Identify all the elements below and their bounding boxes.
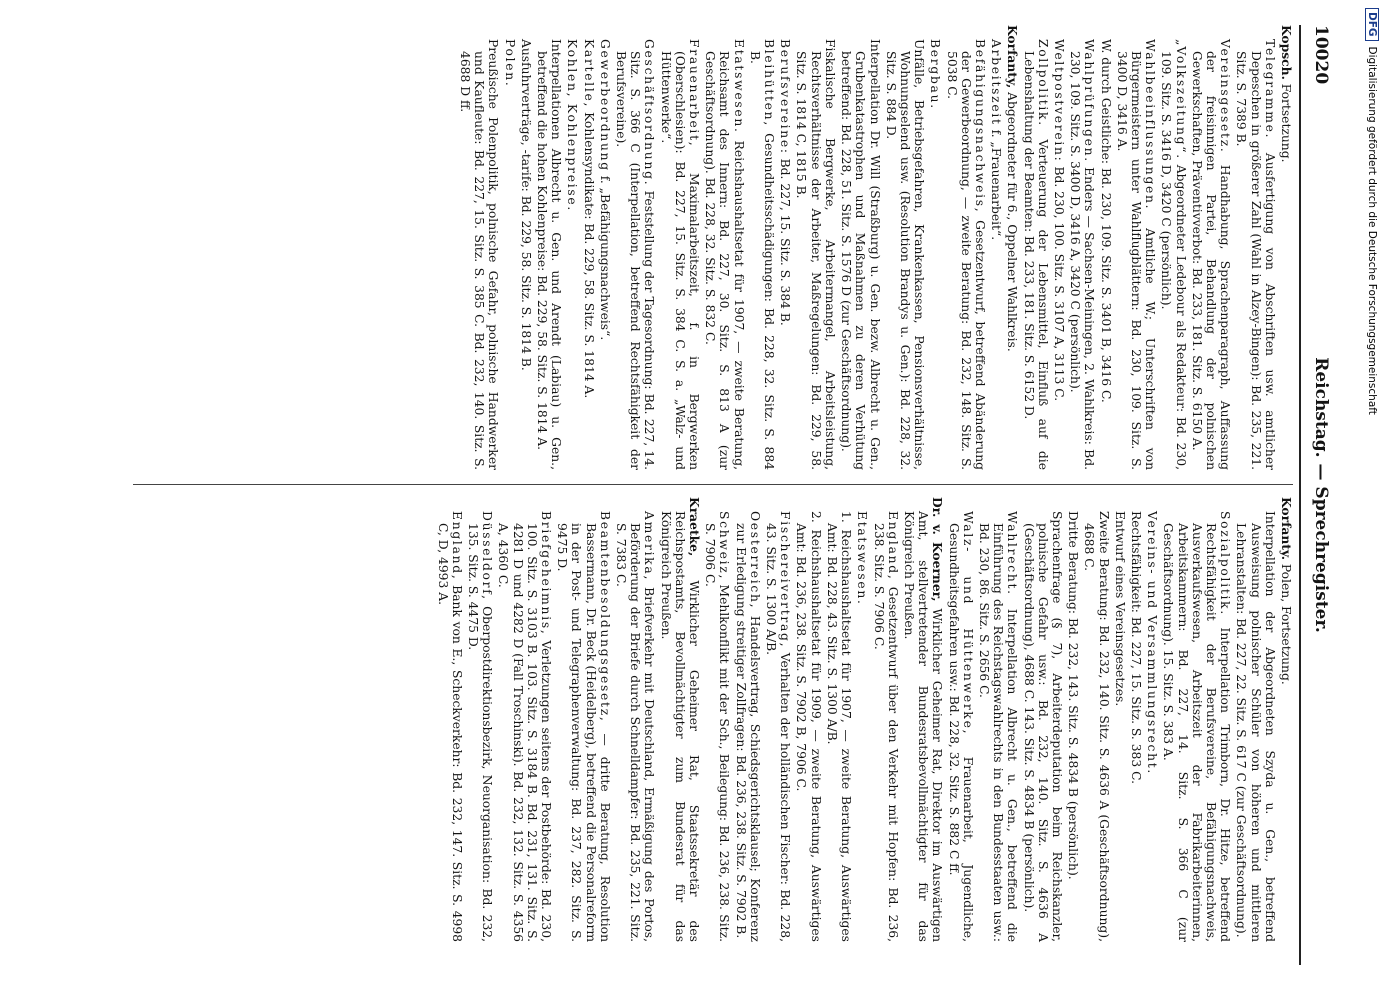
register-subentry: [466, 497, 494, 942]
register-subentry: [1129, 497, 1143, 942]
register-subentry: [778, 25, 792, 470]
subject-term: „Volkszeitung“.: [1173, 39, 1188, 160]
entry-text: Bank von E., Scheckverkehr: Bd. 232, 147. Sitz. S. 4998 C, D, 4993 A.: [435, 523, 464, 942]
subject-term: Walz- und Hüttenwerke,: [960, 511, 975, 736]
subject-term: Frauenarbeit,: [687, 39, 702, 148]
entry-text: Briefverkehr mit Deutschland, Ermäßigung des Portos, Beförderung der Briefe durch Schnelldampfer: Bd. 235, 221. Sitz. S. 7383 C.: [614, 523, 657, 942]
entry-text: Ausfertigung von Abschriften usw. amtlicher Depeschen in größerer Zahl (Wahl in Alzey-Bingen): Bd. 235, 221. Sitz. S. 7389 B.: [1234, 51, 1277, 470]
register-subentry: [1082, 497, 1110, 942]
subject-term: Vereinsgesetz.: [1218, 39, 1233, 154]
page-header: [1305, 25, 1335, 965]
subject-term: Vereins- und Versammlungsrecht.: [1145, 511, 1160, 776]
entry-text: Preußische Polenpolitik, polnische Gefahr, polnische Handwerker und Kaufleute: Bd. 227, 15. Sitz. S. 385 C. Bd. 232, 140. Sitz. S. 4688 D ff.: [458, 39, 501, 470]
entry-text: f. „Befähigungsnachweis“.: [597, 171, 612, 341]
register-subentry: [1068, 25, 1096, 470]
entry-text: 1. Reichshaushaltsetat für 1907, — zweite Beratung, Auswärtiges Amt: Bd. 228, 43. Sitz. S. 1300 A/B.: [824, 511, 854, 942]
register-subentry: [555, 497, 612, 942]
register-subentry: [458, 25, 501, 470]
register-subentry: [581, 25, 595, 470]
register-subentry: [1098, 25, 1112, 470]
subject-term: Kohlen, Kohlenpreise.: [565, 39, 580, 213]
register-person-entry: [658, 497, 701, 942]
entry-text: Interpellation Albrecht u. Gen., betreffend die Einführung des Reichstagswahlrechts in den Bundesstaaten usw.: Bd. 230, 86. Sitz. S. 2656 C.: [976, 523, 1020, 942]
register-person-entry: [1279, 497, 1293, 942]
register-subentry: [928, 25, 942, 470]
register-subentry: [1021, 497, 1064, 942]
entry-text: Bd. 230, 100. Sitz. S. 3107 A, 3113 C.: [1051, 162, 1066, 402]
entry-text: Gesetzentwurf über den Verkehr mit Hopfen: Bd. 236, 238. Sitz. S. 7906 C.: [871, 523, 900, 942]
register-subentry: [794, 25, 837, 470]
register-subentry: [1021, 25, 1049, 470]
subject-term: Düsseldorf,: [480, 511, 495, 601]
subject-term: Schweiz,: [717, 511, 732, 581]
subject-term: Sozialpolitik.: [1218, 511, 1233, 616]
register-subentry: [733, 497, 761, 942]
register-subentry: [764, 497, 792, 942]
entry-text: Fortsetzung.: [1279, 79, 1293, 163]
register-subentry: [871, 497, 899, 942]
entry-text: Verletzungen seitens der Postbehörde: Bd. 230, 100. Sitz. S. 3103 B. 103. Sitz. S. 3184 B. Bd. 231, 131. Sitz. S. 4281 D und 4282 D (Fall Troschinski). Bd. 232, 132. Sitz. S. 4356 A, 4360 C.: [496, 523, 554, 942]
register-subentry: [1113, 497, 1127, 942]
entry-text: Polen, Fortsetzung.: [1279, 560, 1293, 685]
register-subentry: [435, 497, 463, 942]
register-subentry: [989, 25, 1003, 470]
register-subentry: [1066, 497, 1080, 942]
entry-text: Interpellation der Abgeordneten Szyda u. Gen., betreffend Ausweisung polnischer Schüler von höheren und mittleren Lehranstalten: Bd. 227, 22. Sitz. S. 617 C (zur Geschäftsordnung).: [1234, 511, 1277, 942]
entry-text: 2. Reichshaushaltsetat für 1909, — zweite Beratung, Auswärtiges Amt: Bd. 236, 238. Sitz. S. 7902 B, 7906 C.: [794, 511, 823, 942]
entry-text: Verteuerung der Lebensmittel, Einfluß auf die Lebenshaltung der Beamten: Bd. 233, 181. Sitz. S. 6152 D.: [1021, 51, 1050, 470]
entry-text: Sprachenfrage (§ 7), Arbeiterdeputation beim Reichskanzler, polnische Gefahr usw.: Bd. 232, 140. Sitz. S. 4636 A (Geschäftsordnung), 4688 C. 143. Sitz. S. 4834 B (persönlich).: [1021, 511, 1064, 942]
subject-term: Oesterreich,: [747, 511, 762, 610]
person-name: Korfanty.: [1279, 497, 1294, 560]
entry-text: Zweite Beratung: Bd. 232, 140. Sitz. S. 4636 A (Geschäftsordnung), 4688 C.: [1082, 511, 1111, 942]
register-subentry: [855, 497, 869, 942]
entry-text: f. „Frauenarbeit“.: [989, 125, 1004, 241]
entry-text: Entwurf eines Vereinsgesetzes.: [1112, 511, 1127, 707]
register-subentry: [1234, 25, 1277, 470]
entry-text: Fiskalische Bergwerke, Arbeitermangel, Arbeitsleistung, Rechtsverhältnisse der Arbeiter, Maßregelungen: Bd. 229, 58. Sitz. S. 1814 C, 1815 B.: [794, 39, 837, 470]
register-subentry: [496, 497, 553, 942]
entry-text: Ausfuhrverträge, -tarife: Bd. 229, 58. Sitz. S. 1814 B.: [518, 39, 533, 371]
entry-text: Interpellationen Albrecht u. Gen. und Arendt (Labiau) u. Gen., betreffend die hohen Kohlenpreise: Bd. 229, 58. Sitz. S. 1814 A.: [535, 39, 564, 470]
register-subentry: [502, 25, 516, 470]
subject-term: Polen.: [502, 39, 517, 88]
digitization-sidebar: [1352, 8, 1382, 1000]
entry-text: Reichshaushaltsetat für 1907, — zweite Beratung, Reichsamt des Innern: Bd. 227, 30. Sitz. S. 813 A (zur Geschäftsordnung). Bd. 228, 32. Sitz. S. 832 C.: [703, 51, 746, 470]
subject-term: Wahlprüfungen.: [1082, 39, 1097, 163]
register-subentry: [1161, 497, 1232, 942]
subject-term: Beamtenbesoldungsgesetz,: [597, 511, 612, 723]
entry-text: Unfälle, Betriebsgefahren, Krankenkassen, Pensionsverhältnisse, Wohnungselend usw. (Resolution Brandys u. Gen.): Bd. 228, 32. Sitz. S. 884 D.: [883, 39, 927, 470]
subject-term: Wahlbeeinflussungen.: [1143, 39, 1158, 211]
entry-text: Maximalarbeitszeit, f. in Bergwerken (Oberschlesien): Bd. 227, 15. Sitz. S. 384 C. S. a. „Walz- und Hüttenwerke“.: [658, 51, 702, 470]
right-column: [433, 497, 1293, 942]
entry-text: — dritte Beratung, Resolution Bassermann, Dr. Beck (Heidelberg), betreffend die Personalreform in der Post- und Telegraphenverwaltung: Bd. 237, 282. Sitz. S. 9475 D.: [555, 523, 612, 942]
rotated-register-page: [65, 25, 1335, 965]
register-subentry: [1234, 497, 1277, 942]
person-name: Korfanty,: [1005, 25, 1021, 89]
page-number: 10020: [1311, 25, 1331, 85]
register-subentry: [535, 25, 563, 470]
subject-term: Arbeitszeit: [989, 39, 1004, 126]
subject-term: Zollpolitik.: [1035, 39, 1050, 127]
left-column: [456, 25, 1293, 470]
register-subentry: [944, 25, 987, 470]
entry-text: Verhalten der holländischen Fischer: Bd. 228, 43. Sitz. S. 1300 A/B.: [764, 523, 793, 942]
subject-term: Bleihütten,: [762, 39, 777, 127]
register-subentry: [519, 25, 533, 470]
dfg-credit-text: Digitalisierung gefördert durch die Deutsche Forschungsgemeinschaft: [1366, 46, 1378, 415]
register-subentry: [1052, 25, 1066, 470]
person-name: Dr. v. Koerner,: [930, 497, 946, 602]
entry-text: Feststellung der Tagesordnung: Bd. 227, 14. Sitz. S. 366 C (Interpellation, betreffend Rechtsfähigkeit der Berufsvereine).: [614, 51, 657, 470]
header-rule: [1299, 25, 1301, 965]
register-subentry: [598, 25, 612, 470]
subject-term: Fischereivertrag,: [778, 511, 793, 649]
register-person-entry: [1279, 25, 1293, 470]
subject-term: England,: [885, 511, 900, 581]
entry-text: Dritte Beratung: Bd. 232, 143. Sitz. S. 4834 B (persönlich).: [1066, 511, 1081, 880]
entry-text: Bd. 227, 15. Sitz. S. 384 B.: [778, 154, 793, 326]
register-subentry: [825, 497, 853, 942]
entry-text: Wirklicher Geheimer Rat, Staatssekretär des Reichspostamts, Bevollmächtigter zum Bundesrat für das Königreich Preußen.: [658, 511, 702, 942]
register-person-entry: [902, 497, 945, 942]
subject-term: Briefgeheimnis,: [539, 511, 554, 636]
entry-text: Kohlensyndikate: Bd. 229, 58. Sitz. S. 1814 A.: [581, 108, 596, 399]
subject-term: Gewerbeordnung: [597, 39, 612, 172]
register-subentry: [946, 497, 974, 942]
register-subentry: [748, 25, 776, 470]
entry-text: Rechtsfähigkeit: Bd. 227, 15. Sitz. S. 383 C.: [1128, 511, 1143, 784]
entry-text: Handelsvertrag, Schiedsgerichtsklausel; Konferenz zur Erledigung streitiger Zollfragen: Bd. 236, 238. Sitz. S. 7902 B.: [733, 523, 762, 942]
entry-text: W. durch Geistliche: Bd. 230, 109. Sitz. S. 3401 B, 3416 C.: [1098, 39, 1113, 403]
entry-text: Oberpostdirektionsbezirk, Neuorganisation: Bd. 232, 135. Sitz. S. 4475 D.: [466, 523, 495, 942]
entry-text: Gesetzentwurf, betreffend Abänderung der Gewerbeordnung, — zweite Beratung: Bd. 232, 148. Sitz. S. 5038 C.: [944, 51, 987, 470]
register-subentry: [658, 25, 701, 470]
column-divider: [133, 484, 1293, 485]
entry-text: Frauenarbeit, Jugendliche, Gesundheitsgefahren usw.: Bd. 228, 32. Sitz. S. 882 C ff.: [946, 523, 975, 942]
dfg-logo: DFG: [1365, 8, 1379, 41]
register-subentry: [1159, 25, 1187, 470]
subject-term: Etatswesen.: [731, 39, 746, 134]
entry-text: Interpellation Dr. Will (Straßburg) u. Gen. bezw. Albrecht u. Gen., Grubenkatastrophen und Maßnahmen zu deren Verhütung betreffend: Bd. 228, 51. Sitz. S. 1576 D (zur Geschäftsordnung).: [839, 39, 882, 470]
subject-term: Berufsvereine:: [778, 39, 793, 155]
subject-term: Weltpostverein:: [1051, 39, 1066, 163]
register-subentry: [794, 497, 822, 942]
register-subentry: [703, 25, 746, 470]
entry-text: Enders — Sachsen-Meiningen, 2. Wahlkreis: Bd. 230, 109. Sitz. S. 3400 D, 3416 A, 3420 C (persönlich).: [1068, 51, 1097, 470]
entry-text: Wirklicher Geheimer Rat, Direktor im Auswärtigen Amt, stellvertretender Bundesratsbevollmächtigter für das Königreich Preußen.: [901, 511, 945, 942]
subject-term: Bergbau.: [928, 39, 943, 110]
register-subentry: [614, 497, 657, 942]
page-title: Reichstag. — Sprechregister.: [1311, 357, 1331, 633]
person-name: Kraetke,: [687, 497, 703, 557]
subject-term: Etatswesen.: [855, 511, 870, 606]
entry-text: Interpellation Trimborn, Dr. Hitze, betreffend Rechtsfähigkeit der Berufsvereine, Befähigungsnachweis, Ausverkaufswesen, Arbeitszeit der Fabrikarbeiterinnen, Arbeitskammern: Bd. 227, 14. Sitz. S. 366 C (zur Geschäftsordnung). 15. Sitz. S. 383 A.: [1161, 523, 1233, 942]
subject-term: Geschäftsordnung.: [642, 39, 657, 187]
register-subentry: [1115, 25, 1158, 470]
register-subentry: [884, 25, 927, 470]
subject-term: Wahlrecht.: [1005, 511, 1020, 596]
entry-text: Amtliche W.; Unterschriften von Bürgermeistern unter Wahlflugblättern: Bd. 230, 109. Sitz. S. 3400 D, 3416 A.: [1114, 51, 1158, 470]
register-subentry: [703, 497, 731, 942]
register-subentry: [1190, 25, 1233, 470]
entry-text: Abgeordneter für 6., Oppelner Wahlkreis.: [1005, 88, 1020, 352]
entry-text: Gesundheitsschädigungen: Bd. 228, 32. Sitz. S. 884 B.: [747, 51, 777, 470]
subject-term: Kartelle,: [581, 39, 596, 109]
register-subentry: [614, 25, 657, 470]
subject-term: Telegramme.: [1262, 39, 1277, 140]
register-subentry: [977, 497, 1020, 942]
register-subentry: [839, 25, 882, 470]
register-subentry: [565, 25, 579, 470]
entry-text: Mehlkonflikt mit der Sch., Beilegung: Bd. 236, 238. Sitz. S. 7906 C.: [703, 523, 732, 942]
person-name: Kopsch.: [1279, 25, 1294, 80]
entry-text: Abgeordneter Ledebour als Redakteur: Bd. 230, 109. Sitz. S. 3416 D, 3420 C (persönlich).: [1159, 51, 1188, 470]
entry-text: Handhabung, Sprachenparagraph, Auffassung der freisinnigen Partei, Behandlung der polnischen Gewerkschaften, Präventivverbot: Bd. 233, 181. Sitz. S. 6150 A.: [1189, 51, 1233, 470]
register-person-entry: [1005, 25, 1019, 470]
digitization-note: [1365, 8, 1379, 968]
subject-term: Amerika,: [642, 511, 657, 582]
subject-term: England,: [449, 511, 464, 581]
subject-term: Befähigungsnachweis,: [972, 39, 987, 214]
register-subentry: [1145, 497, 1159, 942]
